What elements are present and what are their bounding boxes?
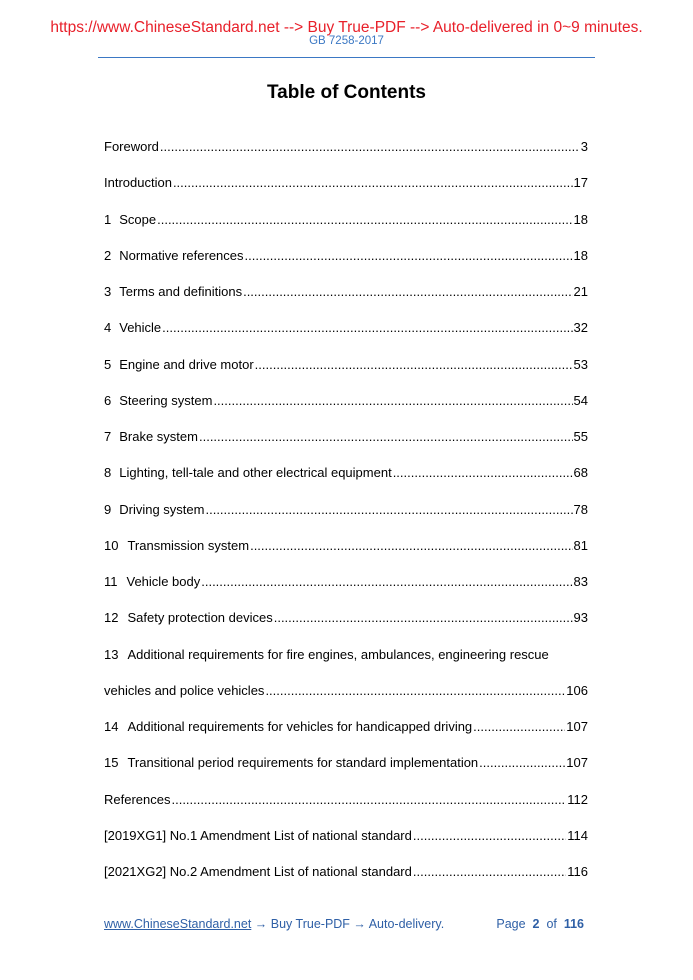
toc-entry-title: Additional requirements for fire engines, ambulances, engineering rescue [127,646,549,662]
standard-code: GB 7258-2017 [309,35,384,47]
toc-entry[interactable] [104,246,588,282]
toc-entry[interactable] [104,137,588,173]
toc-entry-page: 32 [573,320,588,336]
toc-entry-title: Vehicle body [126,574,201,589]
toc-entry-title: Transitional period requirements for standard implementation [127,755,479,771]
toc-entry-page: 68 [573,465,588,481]
toc-entry[interactable] [104,717,588,753]
toc-leader-dots [250,536,572,556]
toc-entry-number: 12 [104,610,119,626]
toc-entry-title: Additional requirements for vehicles for handicapped driving [127,719,473,734]
toc-entry-title: [2019XG1] No.1 Amendment List of national standard [104,827,412,843]
footer-link[interactable] [104,915,444,933]
toc-entry-title: Safety protection devices [127,610,273,626]
toc-leader-dots [413,826,566,846]
toc-entry-number: 7 [104,429,112,444]
toc-entry[interactable] [104,608,588,644]
toc-entry-page: 106 [566,682,588,698]
page-of: of [546,917,557,931]
toc-entry-continuation[interactable] [104,681,588,717]
page-label: Page [496,917,526,931]
page-total: 116 [563,917,584,931]
toc-entry-page: 112 [567,791,588,807]
top-banner[interactable]: https://www.ChineseStandard.net --> Buy True-PDF --> Auto-delivered in 0~9 minutes. [50,19,643,36]
toc-leader-dots [201,572,572,592]
toc-leader-dots [173,173,573,193]
toc-leader-dots [157,210,572,230]
toc-entry-title: Brake system [119,429,198,444]
toc-leader-dots [243,282,572,302]
toc-entry-title: References [104,791,171,807]
toc-entry-title: Vehicle [119,320,162,336]
toc-leader-dots [160,137,580,157]
toc-entry-page: 53 [573,356,588,372]
page-title: Table of Contents [266,82,427,103]
toc-entry[interactable] [104,790,588,826]
footer-link-text: → Buy True-PDF → Auto-delivery. [251,917,445,931]
toc-leader-dots [171,790,566,810]
toc-entry-number: 2 [104,247,112,263]
toc-entry[interactable] [104,210,588,246]
toc-entry[interactable] [104,463,588,499]
toc-entry-title: Introduction [104,175,172,191]
toc-entry-number: 10 [104,537,119,553]
toc-entry[interactable] [104,753,588,789]
toc-entry-page: 18 [573,211,588,227]
toc-entry[interactable] [104,355,588,391]
toc-leader-dots [199,427,573,447]
toc-entry-page: 78 [573,501,588,517]
toc-entry-page: 83 [573,574,588,589]
header-divider [98,57,595,58]
toc-entry-page: 107 [566,719,588,734]
toc-entry-title: Transmission system [127,537,250,553]
toc-leader-dots [255,355,573,375]
toc-entry-number: 3 [104,284,112,299]
toc-entry-title: Terms and definitions [119,284,243,299]
footer-url[interactable]: www.ChineseStandard.net [104,917,252,931]
toc-entry-page: 81 [573,537,588,553]
toc-entry-title: [2021XG2] No.2 Amendment List of national standard [104,864,412,879]
toc-entry-title: Steering system [119,392,213,408]
toc-entry-page: 18 [573,247,588,263]
page-number [496,915,584,933]
toc-entry-number: 9 [104,501,112,517]
toc-leader-dots [274,608,573,628]
toc-leader-dots [413,862,566,882]
page-current: 2 [532,917,540,931]
toc-entry-page: 116 [567,864,588,879]
toc-leader-dots [205,500,572,520]
toc-leader-dots [265,681,565,701]
toc-entry-title: Engine and drive motor [119,356,254,372]
toc-entry-page: 3 [580,139,588,154]
toc-entry-number: 8 [104,465,112,481]
toc-entry-title: Driving system [119,501,205,517]
toc-entry[interactable] [104,862,588,898]
toc-entry-title: Normative references [119,247,244,263]
toc-leader-dots [473,717,565,737]
toc-entry[interactable] [104,427,588,463]
toc-entry[interactable] [104,282,588,318]
toc-entry-number: 14 [104,719,119,734]
toc-entry-page: 107 [566,755,588,771]
toc-entry-page: 21 [573,284,588,299]
toc-entry-page: 17 [573,175,588,191]
toc-leader-dots [245,246,573,266]
toc-entry-number: 6 [104,392,112,408]
toc-entry[interactable] [104,318,588,354]
toc-leader-dots [393,463,573,483]
toc-entry-number: 15 [104,755,119,771]
toc-entry[interactable] [104,536,588,572]
toc-entry[interactable] [104,500,588,536]
toc-entry-number: 1 [104,211,112,227]
toc-entry[interactable] [104,572,588,608]
toc-leader-dots [162,318,572,338]
toc-entry-number: 11 [104,574,118,589]
toc-entry-title: Foreword [104,139,159,154]
footer [104,915,584,933]
toc-entry-title: Scope [119,211,157,227]
toc-entry-title: Lighting, tell-tale and other electrical equipment [119,465,392,481]
toc-entry[interactable] [104,645,588,681]
toc-leader-dots [479,753,565,773]
toc-entry[interactable] [104,826,588,862]
table-of-contents [104,137,588,898]
toc-entry-number: 4 [104,320,112,336]
toc-entry[interactable] [104,391,588,427]
toc-entry-page: 55 [573,429,588,444]
toc-entry-page: 93 [573,610,588,626]
toc-leader-dots [213,391,572,411]
toc-entry[interactable] [104,173,588,209]
toc-entry-title-cont: vehicles and police vehicles [104,682,265,698]
toc-entry-page: 114 [567,827,588,843]
toc-entry-number: 13 [104,646,119,662]
toc-entry-page: 54 [573,392,588,408]
toc-entry-number: 5 [104,356,112,372]
